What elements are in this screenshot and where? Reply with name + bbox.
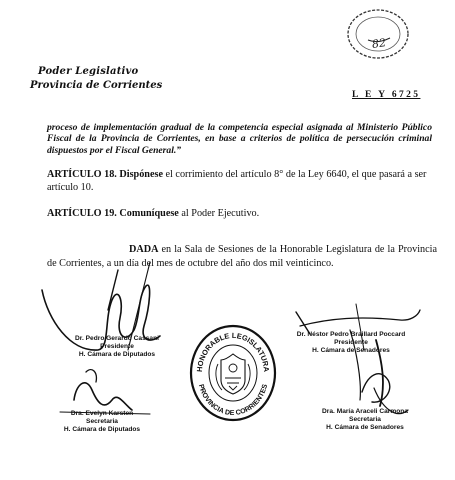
folio-stamp <box>344 6 412 62</box>
article-18-heading: ARTÍCULO 18. <box>47 169 117 180</box>
signer-body: H. Cámara de Senadores <box>326 424 404 432</box>
signer-name: Dra. María Araceli Carmona <box>322 408 408 415</box>
signer-body: H. Cámara de Diputados <box>78 351 156 359</box>
article-18-text: el corrimiento del artículo 8° de la Ley 6640, el que pasará a ser artículo 10. <box>47 169 427 193</box>
signer-name: Dr. Néstor Pedro Braillard Poccard <box>296 331 406 338</box>
signer-body: H. Cámara de Diputados <box>63 426 141 434</box>
closing-lead: DADA <box>129 244 159 255</box>
article-19 <box>47 208 442 221</box>
signer-name: Dr. Pedro Gerardo Cassani <box>75 335 159 342</box>
signature-block-4 <box>300 408 430 433</box>
signer-name: Dra. Evelyn Karsten <box>70 410 134 417</box>
article-18-verb: Dispónese <box>119 169 163 180</box>
article-19-heading: ARTÍCULO 19. <box>47 208 117 219</box>
signer-role: Presidente <box>100 343 134 351</box>
signer-role: Secretaria <box>86 418 118 426</box>
signer-body: H. Cámara de Senadores <box>312 347 390 355</box>
folio-number: 82 <box>371 36 387 51</box>
closing-text: en la Sala de Sesiones de la Honorable Legislatura de la Provincia de Corrientes, a un día del mes de octubre del año dos mil veinticinco. <box>47 244 437 269</box>
law-reference: L E Y 6725 <box>352 90 421 100</box>
quoted-paragraph: proceso de implementación gradual de la competencia especial asignada al Ministerio Público Fiscal de la Provincia de Corrientes, en base a criterios de política de persecución criminal dispuestos por el Fiscal General.” <box>47 122 432 156</box>
coat-of-arms-icon <box>216 354 250 394</box>
letterhead-line-1: Poder Legislativo <box>38 66 139 77</box>
signature-block-2 <box>282 331 420 356</box>
signature-block-3 <box>42 410 162 435</box>
signer-role: Secretaria <box>349 416 381 424</box>
article-18 <box>47 169 442 194</box>
signer-role: Presidente <box>334 339 368 347</box>
seal-top-text: HONORABLE LEGISLATURA <box>194 330 272 373</box>
closing-paragraph <box>47 243 437 270</box>
seal-bottom-text: PROVINCIA DE CORRIENTES <box>196 383 270 418</box>
article-19-verb: Comuníquese <box>119 208 179 219</box>
legislature-seal <box>188 322 278 424</box>
article-19-text: al Poder Ejecutivo. <box>178 208 260 219</box>
signature-block-1 <box>62 335 172 360</box>
letterhead-line-2: Provincia de Corrientes <box>30 80 163 91</box>
